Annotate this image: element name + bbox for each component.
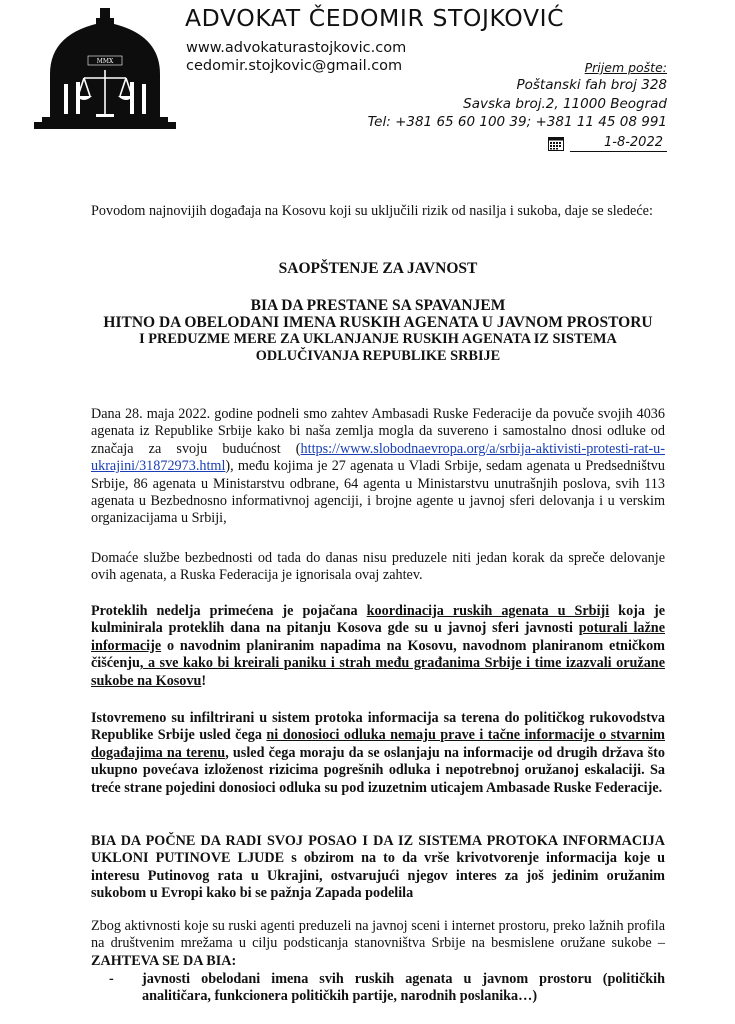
bullet-marker: - (109, 971, 114, 987)
p1-text-after: ), među kojima je 27 agenata u Vladi Srbije, sedam agenata u Predsedništvu Srbije, 86 agenata u Ministarstvu odbrane, 64 agenta u Ministarstvu unutrašnjih poslova, svih 113 agenata u Bezbednosno informativnoj agenciji, i brojne agente u javnoj sferi delovanja i u verskim organizacijama u Srbiji, (91, 458, 665, 527)
headline-line-2: HITNO DA OBELODANI IMENA RUSKIH AGENATA U JAVNOM PROSTORU (103, 314, 653, 331)
p6-demand: ZAHTEVA SE DA BIA: (91, 952, 237, 969)
paragraph-services: Domaće službe bezbednosti od tada do danas nisu preduzele niti jedan korak da spreče delovanje ovih agenata, a Ruska Federacija je ignorisala ovaj zahtev. (91, 550, 665, 584)
postal-heading: Prijem pošte: (584, 60, 667, 75)
paragraph-request (91, 406, 665, 528)
headline-line-3: I PREDUZME MERE ZA UKLANJANJE RUSKIH AGENATA IZ SISTEMA ODLUČIVANJA REPUBLIKE SRBIJE (139, 331, 617, 364)
intro-paragraph: Povodom najnovijih događaja na Kosovu koji su uključili rizik od nasilja i sukoba, daje se sledeće: (91, 203, 653, 219)
p3-underlined-2: poturali lažne informacije (91, 620, 665, 654)
paragraph-coordination (91, 603, 665, 690)
email-link[interactable]: cedomir.stojkovic@gmail.com (186, 58, 403, 74)
document-date: 1-8-2022 (570, 135, 667, 152)
calendar-icon (548, 137, 564, 151)
document-title: SAOPŠTENJE ZA JAVNOST (278, 260, 478, 277)
list-item (109, 971, 665, 1006)
website-link[interactable]: www.advokaturastojkovic.com (186, 40, 407, 56)
p3-text-a: Proteklih nedelja primećena je pojačana (91, 603, 367, 619)
logo-text: MMX (96, 58, 114, 65)
p4-underlined-1: ni donosioci odluka nemaju prave i tačne informacije o stvarnim događajima na terenu (91, 727, 666, 761)
p4-text-a: Istovremeno su infiltrirani u sistem protoka informacija sa terena do političkog rukovodstva Republike Srbije usled čega (91, 710, 665, 744)
p6-text-a: Zbog aktivnosti koje su ruski agenti preduzeli na javnoj sceni i internet prostoru, preko lažnih profila na društvenim mrežama u cilju podsticanja stanovništva Srbije na besmislene oružane sukobe – (91, 918, 665, 952)
p3-underlined-1: koordinacija ruskih agenata u Srbiji (366, 603, 610, 619)
date-row (548, 135, 667, 152)
p3-text-d: ! (201, 672, 207, 689)
street-address: Savska broj.2, 11000 Beograd (463, 96, 667, 112)
source-link[interactable]: https://www.slobodnaevropa.org/a/srbija-aktivisti-protesti-rat-u-ukrajini/31872973.html (91, 440, 665, 475)
postal-box: Poštanski fah broj 328 (516, 77, 667, 93)
courthouse-scales-icon (30, 4, 180, 130)
p1-text-before: Dana 28. maja 2022. godine podneli smo zahtev Ambasadi Ruske Federacije da povuče svojih 4036 agenata iz Republike Srbije kako bi naša zemlja mogla da suvereno i samostalno dnosi odluke od značaja za svoju budućnost ( (91, 406, 665, 457)
paragraph-activities (91, 918, 665, 970)
p3-text-c: o navodnim planiranim napadima na Kosovu, navodnom planiranom etničkom čišćenju (91, 637, 665, 672)
headline-block (91, 297, 665, 365)
paragraph-infiltration (91, 710, 665, 797)
headline-line-1: BIA DA PRESTANE SA SPAVANJEM (250, 297, 506, 314)
paragraph-bia-demand: BIA DA POČNE DA RADI SVOJ POSAO I DA IZ SISTEMA PROTOKA INFORMACIJA UKLONI PUTINOVE LJUDE s obzirom na to da vrše krivotvorenje informacija koje u interesu Putinovog rata u Ukrajini, ostvarujući njegov interes za još jedinim oružanim sukobom u Evropi kako bi se pažnja Zapada podelila (91, 833, 665, 902)
phone-numbers: Tel: +381 65 60 100 39; +381 11 45 08 991 (367, 114, 667, 130)
p3-underlined-3: , a sve kako bi kreirali paniku i strah među građanima Srbije i time izazvali oružane sukobe na Kosovu (91, 655, 665, 689)
bullet-text: javnosti obelodani imena svih ruskih agenata u javnom prostoru (političkih analitičara, funkcionera političkih partije, narodnih poslanika…) (142, 971, 665, 1005)
p3-text-b: koja je kulminirala proteklih dana na pitanju Kosova gde su u javnoj sferi javnosti (91, 603, 666, 637)
firm-name: ADVOKAT ČEDOMIR STOJKOVIĆ (185, 4, 565, 32)
p4-text-b: , usled čega moraju da se oslanjaju na informacije od drugih država što ukupno povećava izloženost rizicima pogrešnih odluka i nepotrebnoj oružanoj eskalaciji. Sa treće strane pojedini donosioci odluka su pod izuzetnim uticajem Ambasade Ruske Federacije. (91, 744, 666, 796)
